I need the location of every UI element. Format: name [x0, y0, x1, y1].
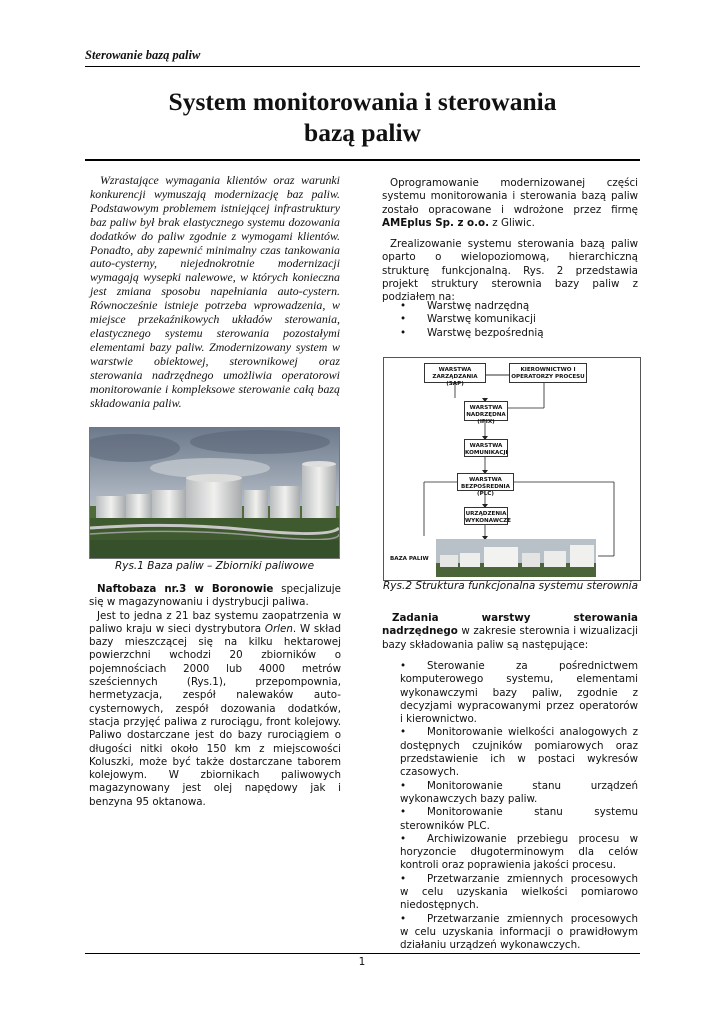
box-warstwa-zarzadzania: WARSTWA ZARZĄDZANIA (SAP): [424, 363, 486, 383]
list-item: • Warstwę komunikacji: [400, 313, 536, 326]
title-line-2: bazą paliw: [304, 118, 421, 147]
structure-diagram: [383, 357, 641, 581]
software-text-a: Oprogramowanie modernizowanej części systemu monitorowania i sterowania bazą paliw zostało opracowane i wdrożone przez firmę: [382, 177, 638, 216]
list-item: • Sterowanie za pośrednictwem komputerowego systemu, elementami wykonawczymi bazy paliw, zgodnie z decyzjami wypracowanymi przez operatorów i kierownictwo.: [400, 660, 638, 726]
naftobaza-intro-rest: specjalizuje się w magazynowaniu i dystrybucji paliwa.: [89, 583, 341, 609]
figure1-caption: Rys.1 Baza paliw – Zbiorniki paliwowe: [114, 560, 315, 572]
layers-list: [400, 300, 630, 340]
task-text: Monitorowanie stanu urządzeń wykonawczych bazy paliw.: [400, 779, 638, 805]
list-item: • Monitorowanie stanu urządzeń wykonawczych bazy paliw.: [400, 779, 638, 805]
list-item: • Warstwę nadrzędną: [400, 300, 530, 312]
naftobaza-name: Naftobaza nr.3 w Boronowie: [97, 583, 274, 595]
list-item: • Monitorowanie wielkości analogowych z dostępnych czujników pomiarowych oraz przedstawienie ich w postaci wykresów czasowych.: [400, 726, 638, 779]
baza-paliw-label: BAZA PALIW: [390, 556, 429, 562]
fuel-depot-photo: [89, 427, 340, 559]
fuel-tanks-illustration: [90, 428, 339, 558]
company-name: AMEplus Sp. z o.o.: [382, 216, 490, 229]
tasks-intro-paragraph: [382, 612, 638, 652]
task-text: Przetwarzanie zmiennych procesowych w celu uzyskania informacji o prawidłowym działaniu urządzeń wykonawczych.: [400, 912, 638, 952]
distributor-name: Orlen: [264, 622, 293, 635]
structure-paragraph: [382, 238, 638, 304]
box-warstwa-bezposrednia: WARSTWA BEZPOŚREDNIA (PLC): [457, 473, 514, 491]
mini-tanks-illustration: [436, 539, 596, 577]
title-rule: [85, 159, 640, 161]
title-line-1: System monitorowania i sterowania: [168, 87, 557, 116]
depot-text-a: Jest to jedna z 21 baz systemu zaopatrzenia w paliwo kraju w sieci dystrybutora: [89, 609, 341, 635]
layer-label: Warstwę bezpośrednią: [427, 326, 544, 339]
task-text: Sterowanie za pośrednictwem komputerowego systemu, elementami wykonawczymi bazy paliw, zgodnie z decyzjami wypracowanymi przez operatorów i kierownictwo.: [400, 660, 638, 726]
footer-rule: [85, 953, 640, 954]
naftobaza-paragraph: [89, 583, 341, 610]
depot-text-b: . W skład bazy mieszczącej się na kilku hektarowej powierzchni wchodzi 20 zbiorników o pojemnościach 2000 lub 4000 metrów sześciennych (Rys.1), przepompownia, hermetyzacja, zespół nalewaków auto-cysternowych, zespół dozowania dodatków, stacja przyjęć paliwa z rurociągu, front kolejowy. Paliwo dostarczane jest do bazy rurociągiem o długości nitki około 150 km z miejscowości Koluszki, może być także dostarczane taborem kolejowym. W zbiornikach paliwowych magazynowany jest olej napędowy jak i benzyna 95 oktanowa.: [89, 622, 341, 808]
list-item: • Archiwizowanie przebiegu procesu w horyzoncie długoterminowym dla celów kontroli oraz poprawienia jakości procesu.: [400, 832, 638, 872]
task-text: Monitorowanie stanu systemu sterowników PLC.: [400, 806, 638, 832]
list-item: • Przetwarzanie zmiennych procesowych w celu uzyskania wielkości pomiarowo niedostępnych.: [400, 872, 638, 912]
diagram-depot-photo: [436, 539, 596, 577]
intro-abstract: [90, 174, 340, 410]
software-text-b: z Gliwic.: [489, 216, 535, 229]
running-header: Sterowanie bazą paliw: [85, 48, 201, 62]
document-title: [85, 86, 640, 148]
box-kierownictwo: KIEROWNICTWO I OPERATORZY PROCESU: [509, 363, 587, 383]
list-item: • Przetwarzanie zmiennych procesowych w celu uzyskania informacji o prawidłowym działaniu urządzeń wykonawczych.: [400, 912, 638, 952]
tasks-list: [400, 660, 638, 953]
box-urzadzenia-wykonawcze: URZĄDZENIA WYKONAWCZE: [464, 507, 508, 525]
layer-label: Warstwę komunikacji: [427, 313, 536, 326]
box-warstwa-komunikacji: WARSTWA KOMUNIKACJI: [464, 439, 508, 457]
box-warstwa-nadrzedna: WARSTWA NADRZĘDNA (IFIX): [464, 401, 508, 421]
list-item: • Warstwę bezpośrednią: [400, 326, 544, 339]
list-item: • Monitorowanie stanu systemu sterowników PLC.: [400, 806, 638, 832]
intro-paragraph: Wzrastające wymagania klientów oraz warunki konkurencji wymuszają modernizację baz paliw. Podstawowym problemem istniejącej infrastruktury baz paliw był brak elastycznego systemu dozowania dodatków do paliw zgodnie z wymogami klientów. Ponadto, aby zapewnić minimalny czas tankowania auto-cysterny, niejednokrotnie modernizacji wymagają wysepki nalewowe, w których konieczna jest zmiana sposobu napełniania auto-cystern. Równocześnie istnieje potrzeba wprowadzenia, w miejsce przekaźnikowych układów sterowania, elastycznego systemu sterowania pozostałymi elementami bazy paliw. Zmodernizowany system w warstwie obiektowej, sterownikowej oraz sterowania nadrzędnego umożliwia operatorowi monitorowanie i kompleksowe sterowanie całą bazą składowania paliw.: [90, 173, 340, 410]
header-rule: [85, 66, 640, 67]
figure2-caption: Rys.2 Struktura funkcjonalna systemu sterownia: [383, 580, 638, 592]
task-text: Przetwarzanie zmiennych procesowych w celu uzyskania wielkości pomiarowo niedostępnych.: [400, 872, 638, 912]
depot-description-paragraph: [89, 610, 341, 809]
structure-text: Zrealizowanie systemu sterowania bazą paliw oparto o wielopoziomową, hierarchiczną strukturę funkcjonalną. Rys. 2 przedstawia projekt struktury sterownia bazy paliw z podziałem na:: [382, 238, 638, 304]
right-intro-paragraph: [382, 177, 638, 230]
layer-label: Warstwę nadrzędną: [427, 300, 530, 312]
page-number: 1: [358, 956, 366, 968]
task-text: Monitorowanie wielkości analogowych z dostępnych czujników pomiarowych oraz przedstawienie ich w postaci wykresów czasowych.: [400, 726, 638, 779]
left-body-text: [89, 583, 341, 809]
tasks-heading: Zadania warstwy sterowania nadrzędnego: [382, 612, 638, 638]
tasks-intro-rest: w zakresie sterownia i wizualizacji bazy składowania paliw są następujące:: [382, 625, 638, 651]
task-text: Archiwizowanie przebiegu procesu w horyzoncie długoterminowym dla celów kontroli oraz poprawienia jakości procesu.: [400, 832, 638, 872]
